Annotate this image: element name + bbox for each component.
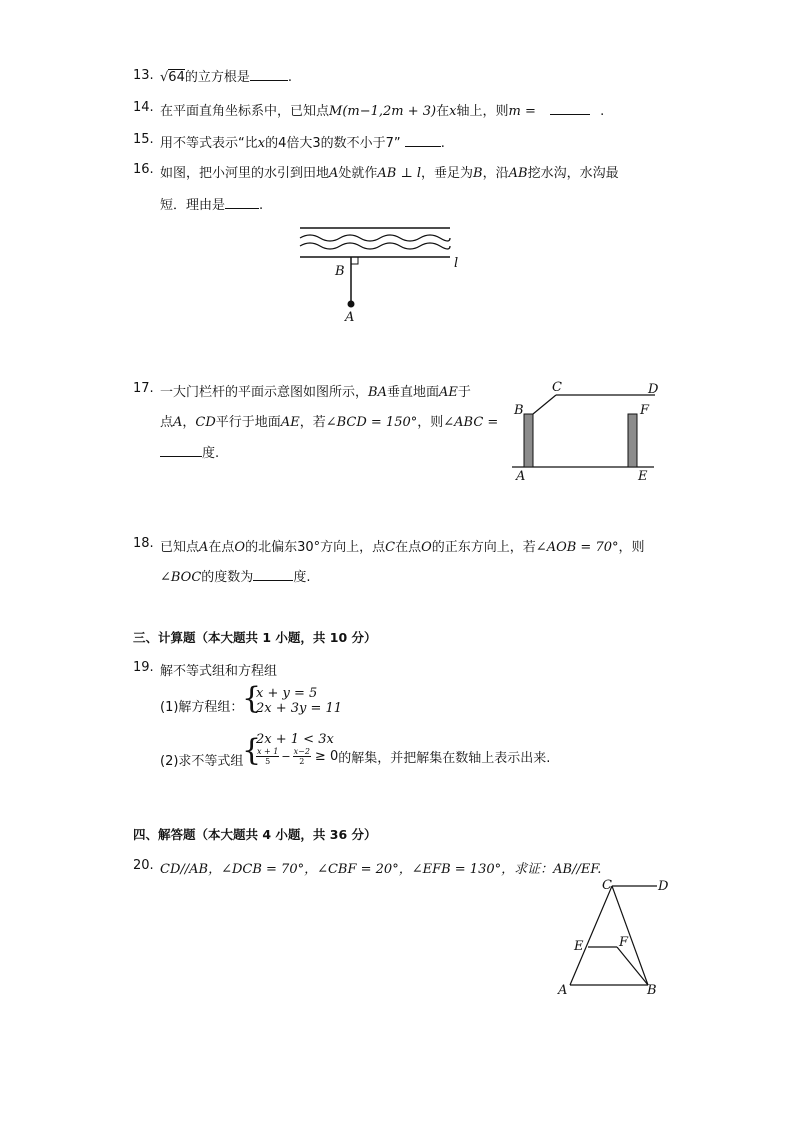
segment-ca	[570, 886, 612, 985]
segment-fb	[617, 947, 648, 985]
q19-part1-eq2: 2x + 3y = 11	[256, 701, 343, 716]
q18-line2: ∠BOC的度数为 度.	[160, 570, 311, 585]
label-a: A	[345, 310, 355, 325]
label-b: B	[647, 983, 657, 998]
label-c: C	[552, 380, 562, 395]
q19-part2-label: (2)求不等式组	[160, 754, 244, 769]
point-a	[348, 301, 355, 308]
triangle-figure	[556, 876, 676, 1000]
answer-blank	[405, 134, 441, 147]
q19-part1-eq1: x + y = 5	[256, 686, 318, 701]
river-figure	[298, 224, 468, 324]
q17-line1: 一大门栏杆的平面示意图如图所示，BA垂直地面AE于	[160, 385, 471, 400]
label-b: B	[335, 264, 345, 279]
label-f: F	[619, 935, 629, 950]
section-4-heading: 四、解答题（本大题共 4 小题，共 36 分）	[133, 827, 377, 842]
sqrt-sign: √	[160, 70, 169, 85]
answer-blank	[225, 196, 259, 209]
q19-title: 解不等式组和方程组	[160, 664, 278, 679]
q20-number: 20.	[133, 858, 154, 873]
q18-line1: 已知点A在点O的北偏东30°方向上，点C在点O的正东方向上，若∠AOB = 70°，则	[160, 540, 645, 555]
brace-icon: {	[242, 681, 262, 716]
label-e: E	[638, 469, 648, 484]
answer-blank	[250, 68, 288, 81]
q16-number: 16.	[133, 162, 154, 177]
answer-blank	[253, 568, 293, 581]
label-a: A	[516, 469, 526, 484]
wave-line	[300, 243, 450, 249]
post-ef	[628, 414, 637, 467]
q13-text: √64的立方根是 .	[160, 70, 292, 85]
q19-part2-eq2: x + 1 5 − $\frac{x-2}{2}$ ≥ 0 的解集，并把解集在数轴上表示出来.	[257, 747, 551, 766]
answer-blank	[160, 444, 202, 457]
label-l: l	[454, 256, 459, 271]
label-d: D	[658, 879, 669, 894]
q15-number: 15.	[133, 132, 154, 147]
answer-blank	[550, 102, 590, 115]
q16-line2: 短．理由是 .	[160, 198, 264, 213]
q19-part1-label: (1)解方程组：	[160, 700, 244, 715]
gate-figure	[508, 378, 668, 488]
q19-part2-eq1: 2x + 1 < 3x	[256, 732, 334, 747]
q14-number: 14.	[133, 100, 154, 115]
section-3-heading: 三、计算题（本大题共 1 小题，共 10 分）	[133, 630, 377, 645]
label-e: E	[574, 939, 584, 954]
brace-icon: {	[242, 733, 262, 768]
label-c: C	[602, 878, 612, 893]
wave-line	[300, 235, 450, 241]
label-b: B	[514, 403, 524, 418]
fraction: $\frac{x-2}{2}$	[293, 747, 310, 766]
post-ab	[524, 414, 533, 467]
q16-line1: 如图，把小河里的水引到田地A处就作AB ⊥ l，垂足为B，沿AB挖水沟，水沟最	[160, 166, 619, 181]
minus-sign: −	[281, 750, 291, 763]
right-angle-mark	[351, 257, 358, 264]
q17-line2: 点A，CD平行于地面AE，若∠BCD = 150°，则∠ABC =	[160, 415, 499, 430]
bar-bc	[533, 395, 556, 414]
label-d: D	[648, 382, 659, 397]
q17-number: 17.	[133, 381, 154, 396]
label-f: F	[640, 403, 650, 418]
q14-text: 在平面直角坐标系中，已知点M(m−1,2m + 3)在x轴上，则m = .	[160, 104, 605, 119]
segment-cb	[612, 886, 648, 985]
q20-text: CD//AB，∠DCB = 70°，∠CBF = 20°，∠EFB = 130°，求证：AB//EF.	[160, 862, 602, 877]
sqrt-argument: 64	[168, 70, 185, 85]
label-a: A	[558, 983, 568, 998]
q18-number: 18.	[133, 536, 154, 551]
q15-text: 用不等式表示“比x的4倍大3的数不小于7” .	[160, 136, 445, 151]
q17-line3: 度.	[160, 442, 219, 461]
fraction: x + 1 5	[257, 747, 279, 766]
q13-number: 13.	[133, 68, 154, 83]
q19-number: 19.	[133, 660, 154, 675]
